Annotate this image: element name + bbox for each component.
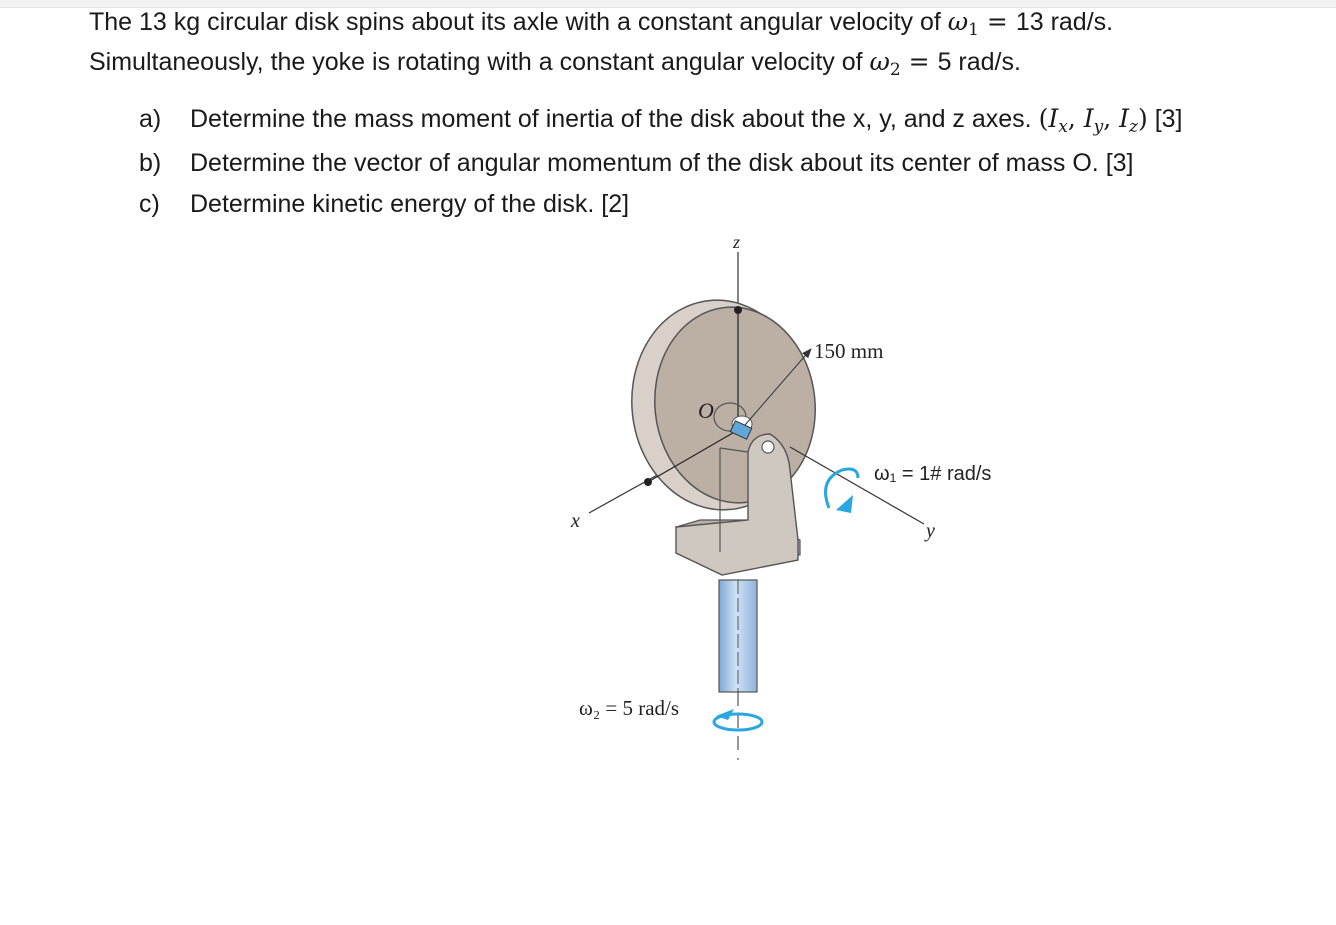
omega1-value: 13 rad/s. (1015, 8, 1114, 36)
y-axis-label: y (926, 520, 935, 542)
yoke-pin-hole (762, 441, 774, 453)
equals-sign: = (900, 47, 938, 76)
question-a-text: Determine the mass moment of inertia of the disk about the x, y, and z axes. (190, 105, 1039, 133)
inertia-sep: , (1067, 104, 1084, 133)
inertia-iz: I (1119, 104, 1130, 133)
inertia-iy: I (1083, 104, 1094, 133)
question-c-text: Determine kinetic energy of the disk. [2] (190, 190, 630, 218)
question-a-marks: [3] (1147, 105, 1183, 133)
equals-sign: = (978, 7, 1016, 36)
inertia-close-paren: ) (1137, 104, 1148, 133)
inertia-iy-sub: y (1093, 117, 1104, 137)
radius-label: 150 mm (814, 339, 884, 363)
y-axis-line (790, 447, 924, 524)
omega1-label: ω₁ = 1# rad/s (874, 463, 992, 485)
omega1-subscript: 1 (968, 20, 979, 40)
x-axis-label: x (571, 510, 580, 532)
disk-top-point (734, 306, 742, 314)
inertia-iz-sub: z (1129, 117, 1138, 137)
inertia-ix: I (1048, 104, 1059, 133)
question-b-label: b) (139, 149, 162, 177)
question-c-label: c) (139, 190, 160, 218)
line2-text: Simultaneously, the yoke is rotating with a constant angular velocity of (89, 48, 870, 76)
disk-side-point (644, 478, 652, 486)
omega1-arrowhead (836, 495, 853, 513)
omega2-subscript: 2 (889, 60, 901, 80)
inertia-ix-sub: x (1058, 117, 1068, 137)
omega2-symbol: ω (869, 47, 890, 76)
omega1-symbol: ω (947, 7, 969, 36)
inertia-open-paren: ( (1038, 104, 1049, 133)
line1-text: The 13 kg circular disk spins about its axle with a constant angular velocity of (89, 8, 948, 36)
omega2-label: ω₂ = 5 rad/s (579, 696, 680, 720)
omega2-value: 5 rad/s. (937, 48, 1021, 76)
z-axis-label: z (733, 232, 741, 252)
omega1-arrow (826, 469, 858, 508)
center-o-label: O (698, 398, 714, 423)
inertia-sep: , (1103, 104, 1120, 133)
question-a-label: a) (139, 105, 162, 133)
question-b-text: Determine the vector of angular momentum of the disk about its center of mass O. [3] (190, 149, 1134, 177)
